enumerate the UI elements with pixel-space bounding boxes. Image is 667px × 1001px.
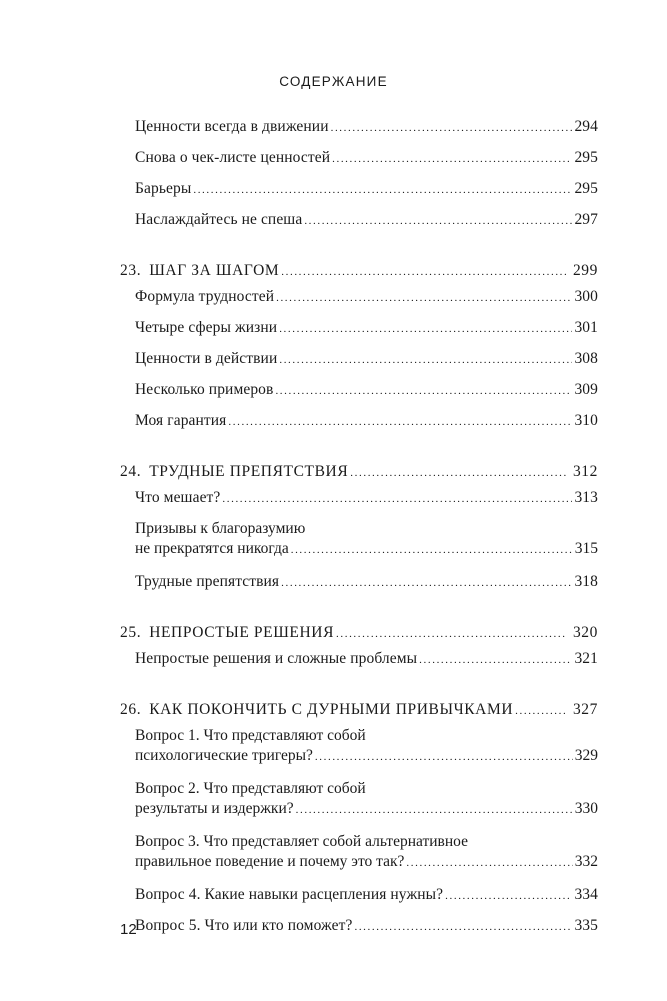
chapter-page: 320: [572, 624, 598, 641]
toc-chapter-26: [0, 700, 667, 959]
toc-entry-title: Наслаждайтесь не спеша: [135, 211, 303, 228]
dot-leader: [419, 650, 572, 670]
toc-chapter-heading[interactable]: [0, 623, 598, 649]
toc-chapter-25: [0, 623, 667, 692]
dot-leader: [354, 917, 572, 937]
toc-entry[interactable]: [0, 318, 598, 349]
toc-chapter-23: [0, 261, 667, 454]
toc-entry-title-line1: Вопрос 2. Что представляют собой: [135, 780, 366, 797]
toc-entry[interactable]: [0, 832, 598, 873]
toc-entry-page: 321: [574, 650, 598, 667]
chapter-title: НЕПРОСТЫЕ РЕШЕНИЯ: [149, 624, 335, 641]
dot-leader: [304, 211, 572, 231]
toc-entry-line2-row: [135, 852, 598, 873]
toc-entry[interactable]: [0, 179, 598, 210]
table-of-contents: [0, 117, 667, 959]
toc-entry-line2-row: [135, 746, 598, 767]
toc-entry[interactable]: [0, 210, 598, 241]
toc-entry[interactable]: [0, 287, 598, 318]
toc-entry[interactable]: [0, 885, 598, 916]
toc-entry-page: 332: [574, 853, 598, 870]
chapter-number: 25.: [120, 624, 142, 641]
toc-entry-page: 334: [574, 886, 598, 903]
dot-leader: [296, 800, 573, 820]
toc-entry-page: 300: [574, 288, 598, 305]
toc-section-continued: [0, 117, 667, 253]
chapter-number: 24.: [120, 463, 142, 480]
toc-entry-page: 313: [574, 489, 598, 506]
toc-entry[interactable]: [0, 916, 598, 947]
dot-leader: [332, 149, 572, 169]
toc-entry[interactable]: [0, 380, 598, 411]
toc-entry-page: 308: [574, 350, 598, 367]
toc-entry-title-line2: результаты и издержки?: [135, 800, 294, 817]
chapter-page: 312: [572, 463, 598, 480]
chapter-title: КАК ПОКОНЧИТЬ С ДУРНЫМИ ПРИВЫЧКАМИ: [149, 701, 514, 718]
dot-leader: [315, 747, 573, 767]
toc-entry-page: 329: [574, 747, 598, 764]
toc-entry-title: Снова о чек-листе ценностей: [135, 149, 331, 166]
toc-entry-title-line1: Вопрос 3. Что представляет собой альтернативное: [135, 833, 468, 850]
toc-entry-page: 301: [574, 319, 598, 336]
toc-entry-title-line2: психологические тригеры?: [135, 747, 313, 764]
toc-entry-title: Четыре сферы жизни: [135, 319, 278, 336]
dot-leader: [228, 412, 572, 432]
dot-leader: [281, 262, 567, 282]
dot-leader: [291, 540, 573, 560]
toc-entry-page: 310: [574, 412, 598, 429]
toc-chapter-heading[interactable]: [0, 261, 598, 287]
toc-chapter-heading[interactable]: [0, 462, 598, 488]
toc-entry-title: Формула трудностей: [135, 288, 275, 305]
dot-leader: [445, 886, 572, 906]
toc-entry-page: 295: [574, 149, 598, 166]
toc-entry-title-line2: правильное поведение и почему это так?: [135, 853, 405, 870]
dot-leader: [276, 288, 572, 308]
toc-entry-page: 330: [574, 800, 598, 817]
toc-entry-title: Ценности всегда в движении: [135, 118, 329, 135]
toc-entry-page: 295: [574, 180, 598, 197]
chapter-number: 26.: [120, 701, 142, 718]
toc-entry[interactable]: [0, 488, 598, 519]
dot-leader: [281, 573, 572, 593]
toc-entry-page: 309: [574, 381, 598, 398]
toc-entry[interactable]: [0, 148, 598, 179]
toc-entry-line2-row: [135, 539, 598, 560]
dot-leader: [279, 350, 572, 370]
toc-entry[interactable]: [0, 726, 598, 767]
dot-leader: [331, 118, 573, 138]
toc-chapter-heading[interactable]: [0, 700, 598, 726]
toc-entry[interactable]: [0, 349, 598, 380]
toc-entry-page: 297: [574, 211, 598, 228]
toc-entry-title: Барьеры: [135, 180, 192, 197]
toc-entry-title-line1: Вопрос 1. Что представляют собой: [135, 727, 366, 744]
toc-entry[interactable]: [0, 572, 598, 603]
toc-entry-title-line2: не прекратятся никогда: [135, 540, 289, 557]
toc-entry-title: Моя гарантия: [135, 412, 227, 429]
dot-leader: [222, 489, 572, 509]
dot-leader: [336, 624, 567, 644]
toc-entry[interactable]: [0, 117, 598, 148]
toc-entry-page: 315: [574, 540, 598, 557]
chapter-page: 299: [572, 262, 598, 279]
toc-entry-title: Ценности в действии: [135, 350, 278, 367]
chapter-title: ТРУДНЫЕ ПРЕПЯТСТВИЯ: [149, 463, 349, 480]
toc-entry-title: Непростые решения и сложные проблемы: [135, 650, 418, 667]
toc-entry[interactable]: [0, 519, 598, 560]
toc-entry-page: 335: [574, 917, 598, 934]
page-number: 12: [120, 921, 137, 938]
toc-chapter-24: [0, 462, 667, 615]
toc-entry-page: 294: [574, 118, 598, 135]
toc-entry-title-line1: Призывы к благоразумию: [135, 520, 306, 537]
dot-leader: [193, 180, 572, 200]
toc-entry-title: Что мешает?: [135, 489, 221, 506]
chapter-page: 327: [572, 701, 598, 718]
running-header: СОДЕРЖАНИЕ: [279, 74, 388, 89]
toc-entry-line2-row: [135, 799, 598, 820]
toc-entry[interactable]: [0, 411, 598, 442]
toc-entry-page: 318: [574, 573, 598, 590]
chapter-title: ШАГ ЗА ШАГОМ: [149, 262, 280, 279]
toc-entry-title: Вопрос 5. Что или кто поможет?: [135, 917, 353, 934]
dot-leader: [275, 381, 572, 401]
chapter-number: 23.: [120, 262, 142, 279]
dot-leader: [279, 319, 572, 339]
dot-leader: [406, 853, 572, 873]
toc-entry-title: Трудные препятствия: [135, 573, 280, 590]
toc-entry-title: Несколько примеров: [135, 381, 274, 398]
dot-leader: [515, 701, 567, 721]
toc-entry[interactable]: [0, 779, 598, 820]
toc-entry-title: Вопрос 4. Какие навыки расцепления нужны?: [135, 886, 444, 903]
dot-leader: [350, 463, 567, 483]
toc-entry[interactable]: [0, 649, 598, 680]
